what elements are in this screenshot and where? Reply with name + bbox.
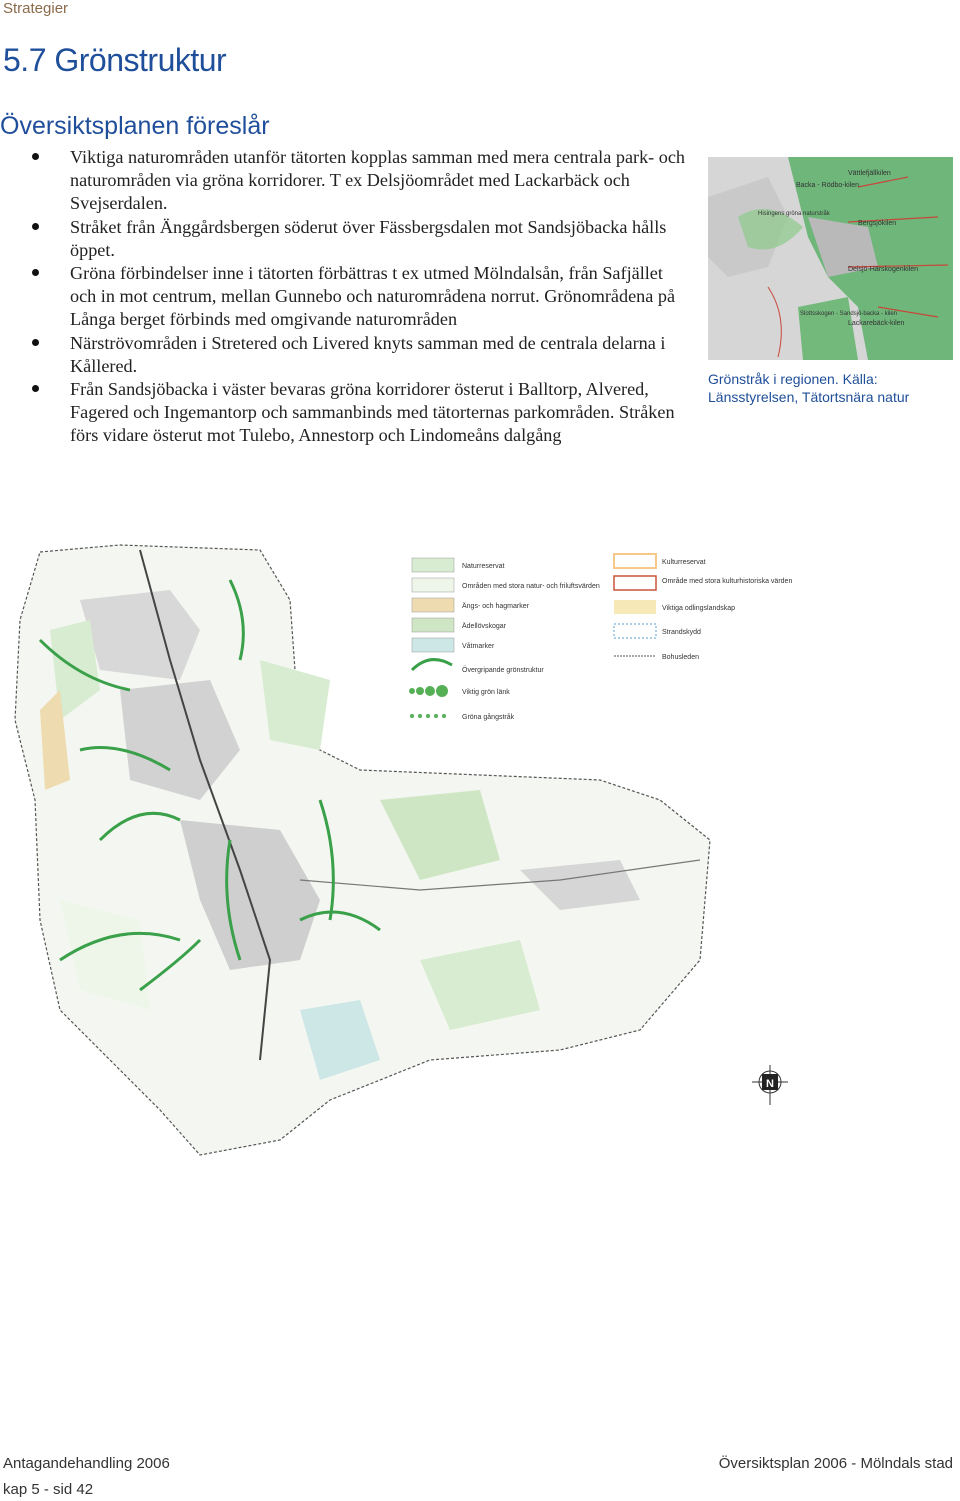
legend-label: Viktig grön länk — [462, 689, 510, 696]
bullet-item — [32, 378, 692, 448]
bullet-item — [32, 332, 692, 378]
main-map — [0, 540, 960, 1170]
legend-label: Bohusleden — [662, 654, 699, 661]
region-label: Lackarebäck-kilen — [848, 320, 905, 327]
bullet-icon — [32, 339, 39, 346]
region-label: Delsjö-Härskogenkilen — [848, 266, 919, 273]
region-label: Vättlefjällkilen — [848, 170, 891, 177]
region-label: Hisingens gröna naturstråk — [758, 211, 830, 217]
legend-label: Strandskydd — [662, 629, 701, 636]
footer-right: Översiktsplan 2006 - Mölndals stad — [718, 1455, 953, 1472]
bullet-text: Från Sandsjöbacka i väster bevaras gröna korridorer österut i Balltorp, Alvered, Fagered och Ingemantorp och sammanbinds med tätorternas parkområden. Stråken förs vidare österut mot Tulebo, Annestorp och Lindomeåns dalgång — [70, 379, 675, 446]
header-label: Strategier — [3, 0, 69, 17]
compass-icon — [752, 1065, 788, 1105]
bullet-icon — [32, 385, 39, 392]
footer-page: kap 5 - sid 42 — [3, 1481, 94, 1498]
legend-label: Naturreservat — [462, 563, 505, 570]
bullet-text: Viktiga naturområden utanför tätorten kopplas samman med mera centrala park- och naturområden via gröna korridorer. T ex Delsjöområdet med Lackarbäck och Svejserdalen. — [70, 147, 686, 214]
region-map — [708, 157, 953, 360]
legend-label: Ädellövskogar — [462, 623, 506, 630]
bullet-list — [32, 146, 692, 448]
bullet-icon — [32, 269, 39, 276]
map-legend — [409, 554, 792, 721]
bullet-text: Gröna förbindelser inne i tätorten förbättras t ex utmed Mölndalsån, från Safjället och in mot centrum, mellan Gunnebo och naturområdena norrut. Grönområdena på Långa berget förbinds med omgivande naturområden — [70, 263, 676, 330]
footer-left: Antagandehandling 2006 — [3, 1455, 170, 1472]
bullet-icon — [32, 223, 39, 230]
legend-label: Ängs- och hagmarker — [462, 603, 529, 610]
legend-label: Kulturreservat — [662, 559, 706, 566]
bullet-item — [32, 262, 692, 332]
region-label: Bergsjökilen — [858, 220, 897, 227]
legend-label: Områden med stora natur- och friluftsvärden — [462, 583, 600, 590]
bullet-text: Stråket från Änggårdsbergen söderut över Fässbergsdalen mot Sandsjöbacka hålls öppet. — [70, 216, 667, 260]
region-label: Backa - Rödbo-kilen — [796, 182, 860, 189]
region-map-caption: Grönstråk i regionen. Källa: Länsstyrelsen, Tätortsnära natur — [708, 371, 910, 405]
region-label: Slottsskogen - Sandsjö-backa - kilen — [800, 311, 898, 317]
legend-label: Område med stora kulturhistoriska värden — [662, 578, 793, 585]
legend-label: Gröna gångstråk — [462, 714, 515, 721]
section-title: Översiktsplanen föreslår — [0, 112, 270, 140]
legend-label: Viktiga odlingslandskap — [662, 605, 736, 612]
bullet-icon — [32, 153, 39, 160]
chapter-title: 5.7 Grönstruktur — [3, 42, 227, 78]
legend-label: Övergripande grönstruktur — [462, 667, 544, 674]
compass-letter: N — [766, 1078, 774, 1090]
bullet-item — [32, 146, 692, 216]
bullet-text: Närströvområden i Stretered och Livered knyts samman med de centrala delarna i Kållered. — [70, 332, 666, 376]
legend-label: Våtmarker — [462, 643, 495, 650]
bullet-item — [32, 216, 692, 262]
